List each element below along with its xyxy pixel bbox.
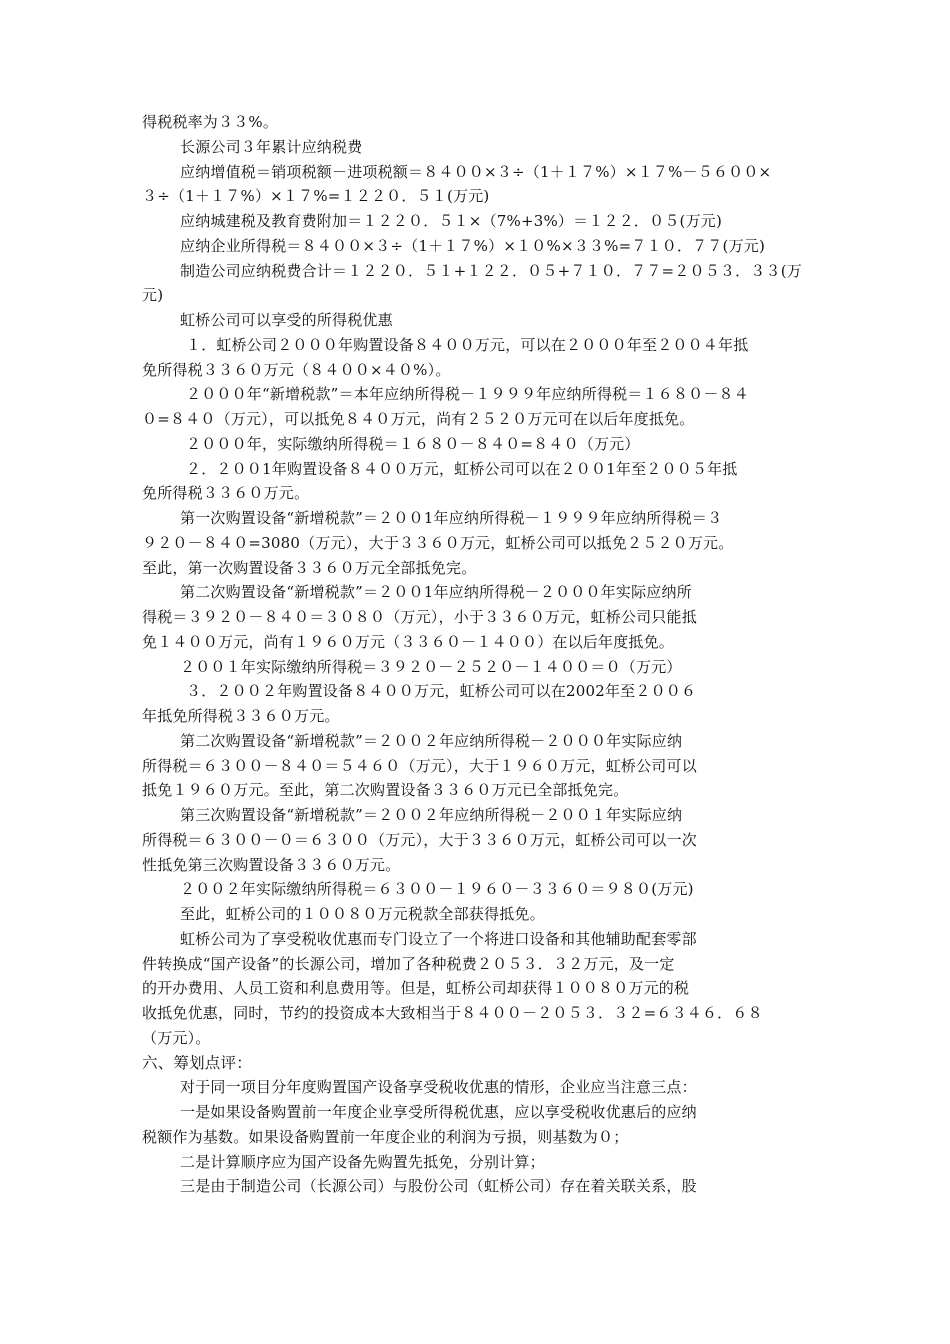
text-line: １．虹桥公司２０００年购置设备８４００万元，可以在２０００年至２００４年抵 bbox=[186, 335, 749, 354]
text-line: 的开办费用、人员工资和利息费用等。但是，虹桥公司却获得１００８０万元的税 bbox=[142, 979, 690, 998]
text-line: 二是计算顺序应为国产设备先购置先抵免，分别计算； bbox=[180, 1152, 545, 1171]
document-body bbox=[142, 110, 814, 1199]
text-line: 一是如果设备购置前一年度企业享受所得税优惠，应以享受税收优惠后的应纳 bbox=[180, 1103, 697, 1121]
section-heading: 六、筹划点评： bbox=[142, 1053, 252, 1072]
text-line: 抵免１９６０万元。至此，第二次购置设备３３６０万元已全部抵免完。 bbox=[142, 781, 629, 800]
text-line: 得税＝３９２０－８４０＝３０８０（万元），小于３３６０万元，虹桥公司只能抵 bbox=[142, 608, 697, 626]
text-line: 应纳增值税＝销项税额－进项税额＝８４００×３÷（1＋１７%）×１７%－５６００× bbox=[180, 162, 772, 181]
text-line: ０=８４０（万元），可以抵免８４０万元，尚有２５２０万元可在以后年度抵免。 bbox=[142, 410, 695, 428]
text-line: 应纳城建税及教育费附加＝１２２０．５１×（7%+3%）＝１２２．０５(万元) bbox=[180, 212, 723, 230]
text-line: 虹桥公司可以享受的所得税优惠 bbox=[180, 311, 393, 329]
text-line: 长源公司３年累计应纳税费 bbox=[180, 137, 363, 156]
text-line: 对于同一项目分年度购置国产设备享受税收优惠的情形，企业应当注意三点： bbox=[180, 1078, 697, 1097]
text-line: 制造公司应纳税费合计＝１２２０．５１+１２２．０５+７１０．７７=２０５３．３３(万 bbox=[180, 261, 802, 280]
text-line: 应纳企业所得税＝８４００×３÷（1＋１７%）×１０%×３３%=７１０．７７(万元) bbox=[180, 236, 766, 255]
text-line: （万元）。 bbox=[142, 1028, 211, 1047]
text-line: 虹桥公司为了享受税收优惠而专门设立了一个将进口设备和其他辅助配套零部 bbox=[180, 929, 697, 948]
text-line: ３÷（1＋１７%）×１７%=１２２０．５１(万元) bbox=[142, 187, 490, 206]
text-line: ２０００年“新增税款”＝本年应纳所得税－１９９９年应纳所得税＝１６８０－８４ bbox=[186, 385, 749, 404]
text-line: 件转换成“国产设备”的长源公司，增加了各种税费２０５３．３２万元，及一定 bbox=[142, 954, 675, 973]
text-line: 第二次购置设备“新增税款”＝２００1年应纳所得税－２０００年实际应纳所 bbox=[180, 583, 692, 602]
text-line: 所得税＝６３００－０＝６３００（万元），大于３３６０万元，虹桥公司可以一次 bbox=[142, 830, 697, 849]
text-line: 元) bbox=[142, 286, 164, 305]
text-line: 免所得税３３６０万元。 bbox=[142, 484, 310, 503]
text-line: 性抵免第三次购置设备３３６０万元。 bbox=[142, 855, 401, 874]
text-line: ９２０－８４０=3080（万元），大于３３６０万元，虹桥公司可以抵免２５２０万元。 bbox=[142, 533, 734, 552]
text-line: 第一次购置设备“新增税款”＝２００1年应纳所得税－１９９９年应纳所得税＝３ bbox=[180, 509, 723, 527]
text-line: 第二次购置设备“新增税款”＝２００２年应纳所得税－２０００年实际应纳 bbox=[180, 731, 683, 750]
text-line: 年抵免所得税３３６０万元。 bbox=[142, 707, 340, 725]
text-line: ３．２００２年购置设备８４００万元，虹桥公司可以在2002年至２００６ bbox=[186, 682, 697, 701]
text-line: 免所得税３３６０万元（８４００×４０%）。 bbox=[142, 360, 451, 379]
text-line: 第三次购置设备“新增税款”＝２００２年应纳所得税－２００１年实际应纳 bbox=[180, 806, 683, 824]
text-line: 税额作为基数。如果设备购置前一年度企业的利润为亏损，则基数为０； bbox=[142, 1127, 629, 1146]
text-line: ２００１年实际缴纳所得税＝３９２０－２５２０－１４００＝０（万元） bbox=[180, 657, 682, 676]
text-line: ２．２００1年购置设备８４００万元，虹桥公司可以在２００1年至２００５年抵 bbox=[186, 459, 738, 478]
text-line: 至此，虹桥公司的１００８０万元税款全部获得抵免。 bbox=[180, 905, 545, 923]
text-line: 三是由于制造公司（长源公司）与股份公司（虹桥公司）存在着关联关系，股 bbox=[180, 1177, 697, 1196]
text-line: 得税税率为３３%。 bbox=[142, 113, 279, 131]
text-line: 至此，第一次购置设备３３６０万元全部抵免完。 bbox=[142, 558, 477, 577]
text-line: 收抵免优惠，同时，节约的投资成本大致相当于８４００－２０５３．３２=６３４６．６８ bbox=[142, 1004, 763, 1022]
text-line: ２００２年实际缴纳所得税＝６３００－１９６０－３３６０＝９８０(万元) bbox=[180, 880, 694, 899]
text-line: 免１４００万元，尚有１９６０万元（３３６０－１４００）在以后年度抵免。 bbox=[142, 632, 675, 651]
text-line: 所得税＝６３００－８４０＝５４６０（万元），大于１９６０万元，虹桥公司可以 bbox=[142, 756, 697, 775]
text-line: ２０００年，实际缴纳所得税＝１６８０－８４０=８４０（万元） bbox=[186, 434, 640, 453]
